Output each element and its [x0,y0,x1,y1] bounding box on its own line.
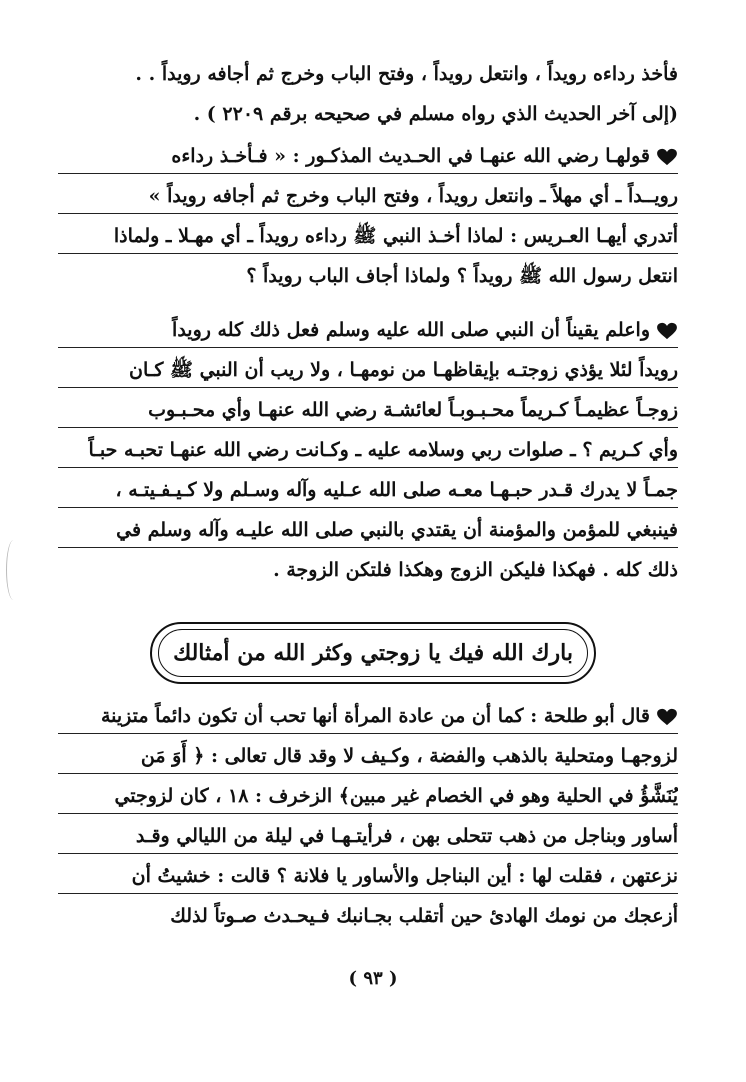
text-line-content: واعلم يقيناً أن النبي صلى الله عليه وسلم فعل ذلك كله رويداً [172,319,650,341]
text-line [58,696,678,736]
text-line: فأخذ رداءه رويداً ، وانتعل رويداً ، وفتح الباب وخرج ثم أجافه رويداً . . [135,63,678,85]
text-line: نزعتهن ، فقلت لها : أين البناجل والأساور يا فلانة ؟ قالت : خشيتُ أن [58,856,678,896]
text-line-content: قولهـا رضي الله عنهـا في الحـديث المذكـور : « فـأخـذ رداءه [171,145,650,167]
text-line: (إلى آخر الحديث الذي رواه مسلم في صحيحه برقم ٢٢٠٩ ) . [193,103,678,125]
text-line: رويــداً ـ أي مهلاً ـ وانتعل رويداً ، وفتح الباب وخرج ثم أجافه رويداً » [58,176,678,216]
margin-mark [6,540,21,600]
heart-icon [656,322,678,340]
heart-icon [656,708,678,726]
text-line: وأي كـريم ؟ ـ صلوات ربي وسلامه عليه ـ وكـانت رضي الله عنهـا تحبـه حبـاً [58,430,678,470]
text-line-content: قال أبو طلحة : كما أن من عادة المرأة أنها تحب أن تكون دائماً متزينة [100,705,650,727]
heart-icon [656,148,678,166]
paragraph-story [58,696,678,936]
paragraph-commentary [58,136,678,296]
page-number: ( ٩٣ ) [348,968,398,989]
text-line [58,136,678,176]
paragraph-hadith-end [58,54,678,134]
text-line: رويداً لئلا يؤذي زوجتـه بإيقاظهـا من نومهـا ، ولا ريب أن النبي ﷺ كـان [58,350,678,390]
text-line: أتدري أيهـا العـريس : لماذا أخـذ النبي ﷺ رداءه رويداً ـ أي مهـلا ـ ولماذا [58,216,678,256]
text-line: ذلك كله . فهكذا فليكن الزوج وهكذا فلتكن الزوجة . [273,559,678,581]
text-line [58,310,678,350]
text-line: فينبغي للمؤمن والمؤمنة أن يقتدي بالنبي صلى الله عليـه وآله وسلم في [58,510,678,550]
text-line: أزعجك من نومك الهادئ حين أتقلب بجـانبك فـيحـدث صـوتاً لذلك [170,905,678,927]
text-line: يُنَشَّؤُ في الحلية وهو في الخصام غير مبين﴾ الزخرف : ١٨ ، كان لزوجتي [58,776,678,816]
text-line: لزوجهـا ومتحلية بالذهب والفضة ، وكـيف لا وقد قال تعالى : ﴿ أَوَ مَن [58,736,678,776]
section-heading: بارك الله فيك يا زوجتي وكثر الله من أمثالك [158,629,588,677]
text-line: زوجـاً عظيمـاً كـريماً محـبـوبـاً لعائشـة رضي الله عنهـا وأي محـبـوب [58,390,678,430]
text-line: انتعل رسول الله ﷺ رويداً ؟ ولماذا أجاف الباب رويداً ؟ [246,265,678,287]
paragraph-reflection [58,310,678,590]
text-line: جمـاً لا يدرك قـدر حبـهـا معـه صلى الله عـليه وآله وسـلم ولا كـيـفـيتـه ، [58,470,678,510]
text-line: أساور وبناجل من ذهب تتحلى بهن ، فرأيتـهـا في ليلة من الليالي وقـد [58,816,678,856]
section-heading-frame [150,622,596,684]
